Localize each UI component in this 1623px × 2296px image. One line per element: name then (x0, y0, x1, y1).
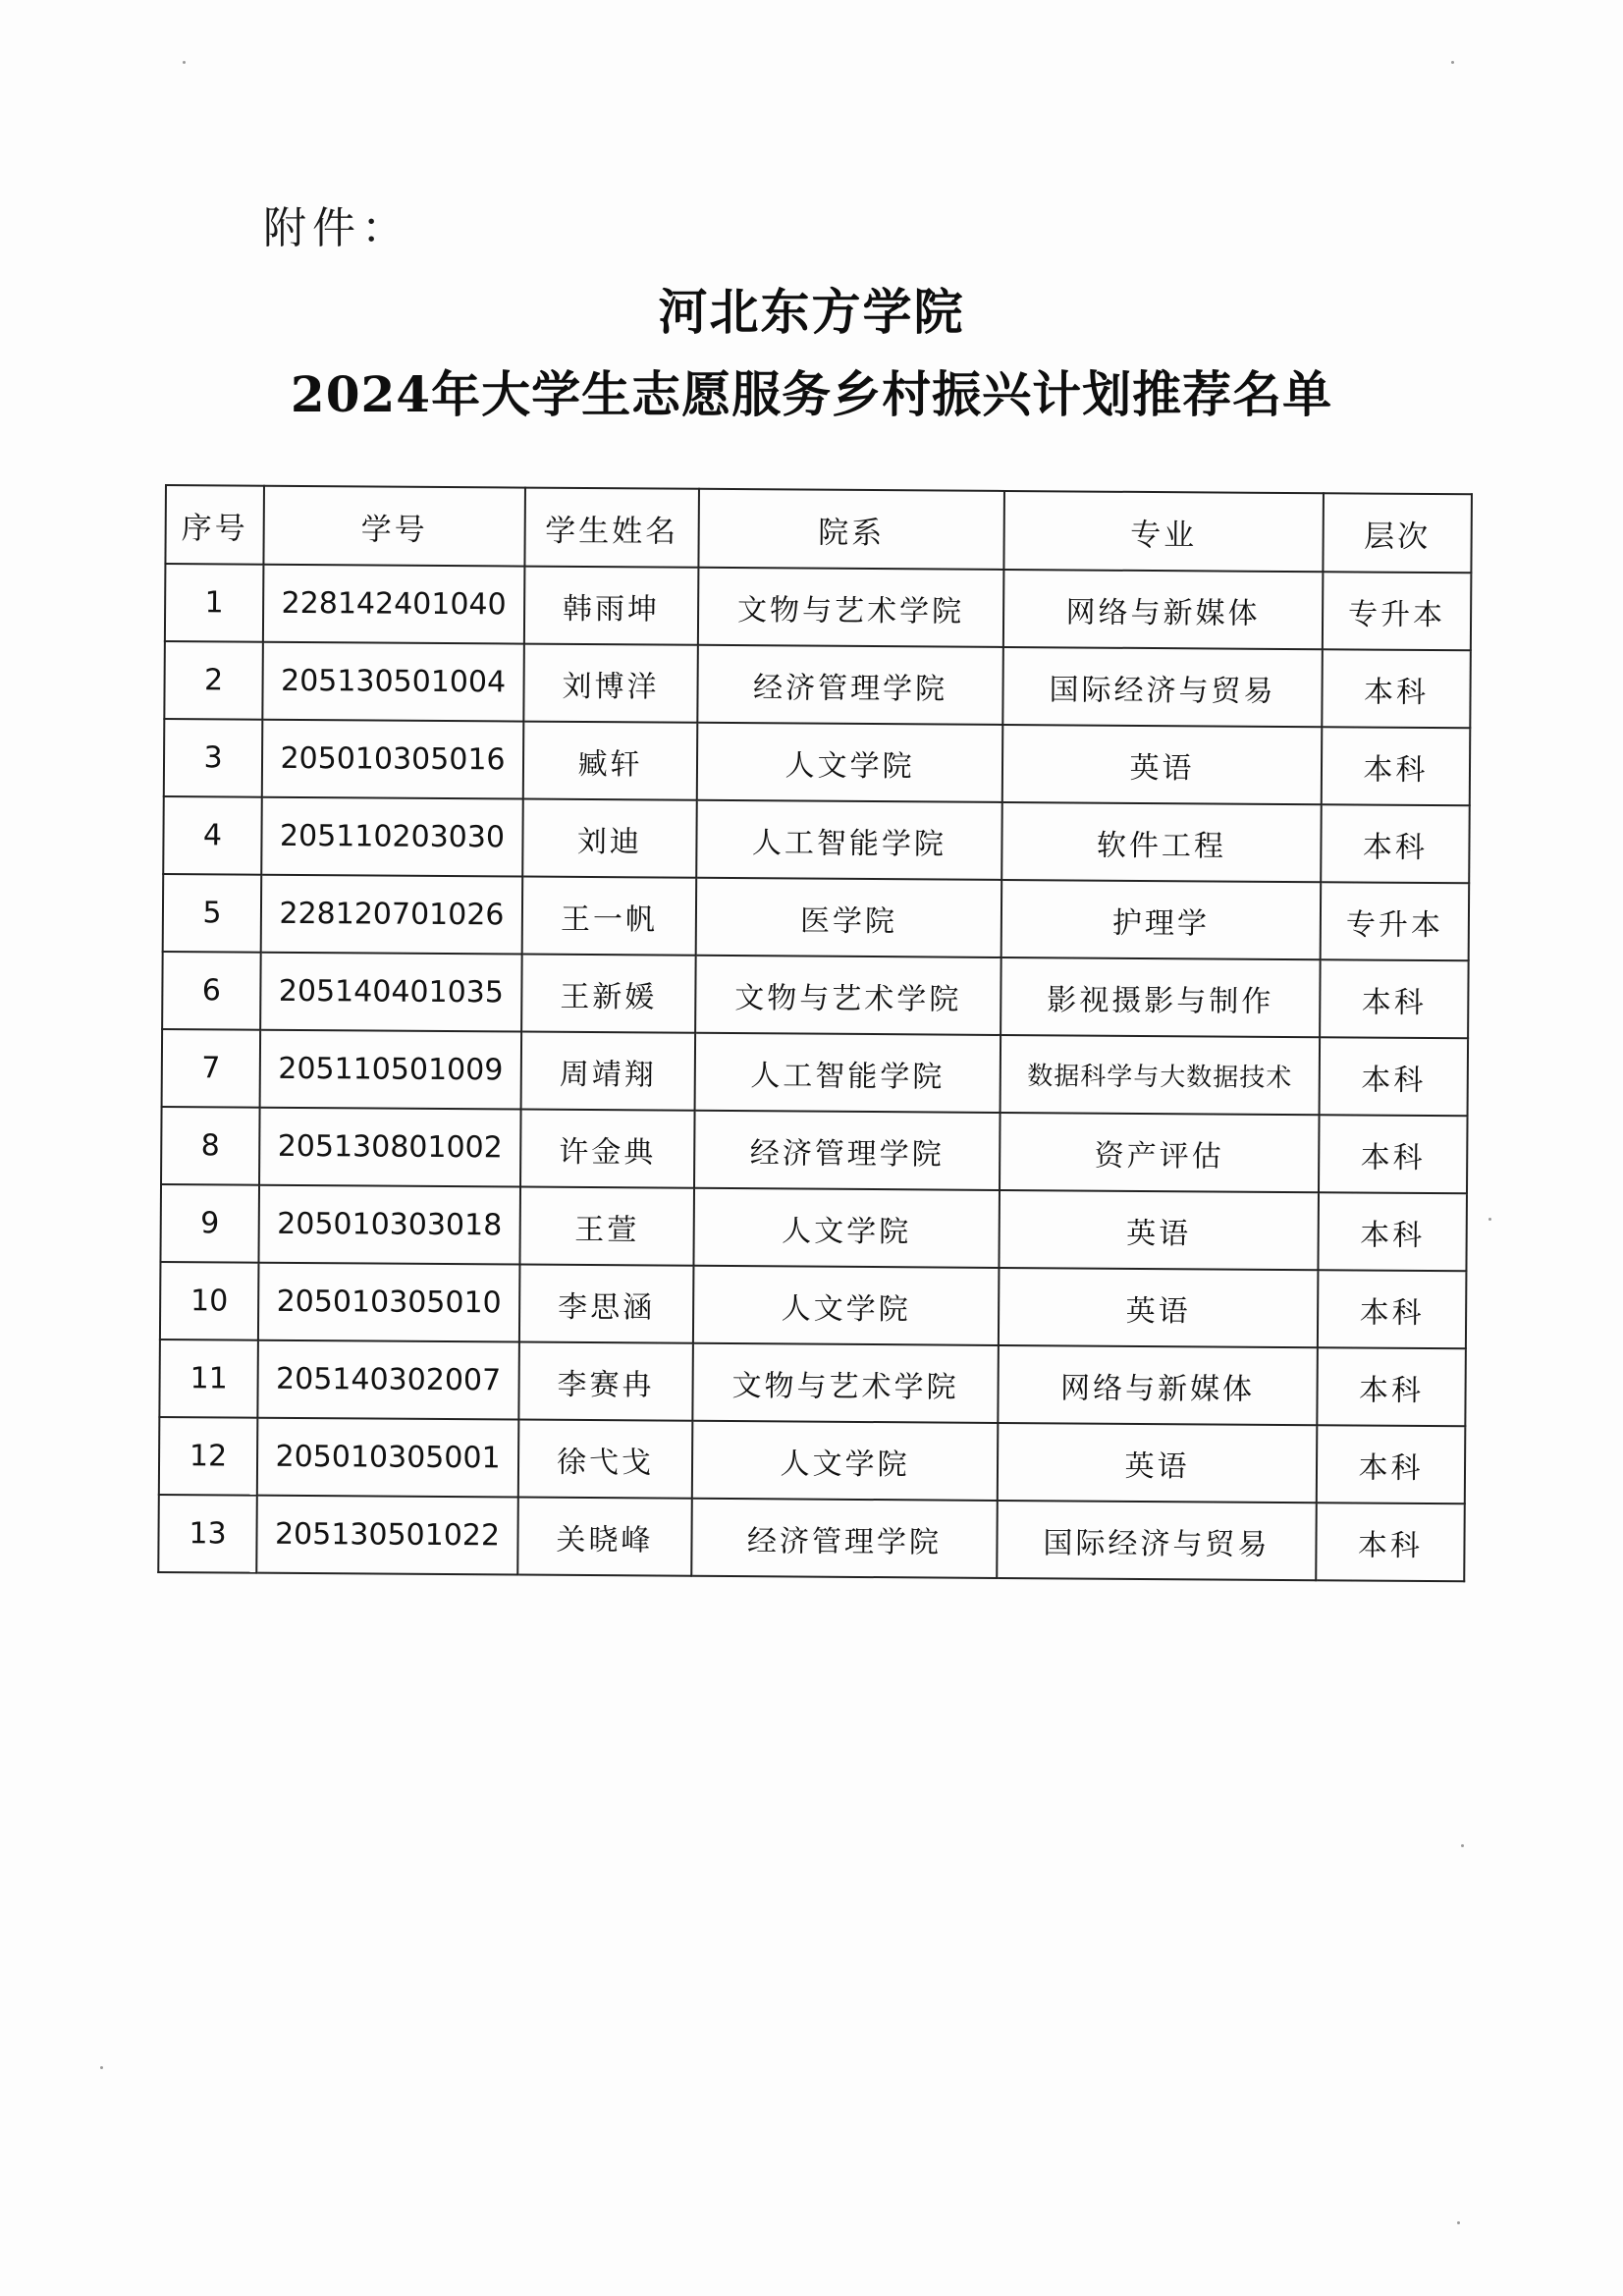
header-student-name: 学生姓名 (524, 488, 699, 568)
cell-no: 3 (164, 719, 263, 797)
cell-level: 本科 (1319, 1115, 1468, 1193)
cell-no: 1 (165, 564, 264, 642)
cell-major: 英语 (998, 1423, 1318, 1503)
table-row (160, 1262, 1467, 1348)
cell-student-id: 205010305001 (257, 1418, 519, 1498)
scan-speck (1457, 2221, 1460, 2224)
cell-student-name: 韩雨坤 (524, 567, 699, 645)
cell-student-name: 王萱 (519, 1187, 694, 1266)
cell-student-name: 刘迪 (522, 799, 697, 878)
document-subtitle: 2024年大学生志愿服务乡村振兴计划推荐名单 (290, 365, 1333, 423)
cell-no: 9 (160, 1184, 259, 1263)
header-department: 院系 (698, 489, 1004, 570)
cell-student-name: 李思涵 (519, 1265, 694, 1343)
table-row (160, 1184, 1467, 1271)
cell-major: 数据科学与大数据技术 (1001, 1035, 1321, 1115)
cell-major: 英语 (999, 1268, 1319, 1347)
cell-no: 10 (160, 1262, 259, 1340)
table-row (164, 641, 1471, 728)
cell-department: 经济管理学院 (691, 1499, 998, 1578)
cell-student-id: 228142401040 (263, 565, 525, 644)
cell-major: 资产评估 (1000, 1113, 1320, 1192)
cell-no: 12 (159, 1417, 258, 1496)
cell-major: 国际经济与贸易 (997, 1501, 1317, 1580)
header-level: 层次 (1323, 493, 1472, 573)
cell-student-id: 205140302007 (257, 1340, 519, 1420)
cell-level: 专升本 (1321, 882, 1470, 960)
cell-department: 人文学院 (693, 1188, 1000, 1268)
cell-student-id: 205010303018 (258, 1185, 520, 1265)
cell-major: 网络与新媒体 (1003, 570, 1324, 649)
cell-level: 本科 (1320, 1037, 1469, 1116)
cell-no: 11 (159, 1339, 258, 1418)
scan-speck (183, 61, 186, 64)
cell-level: 本科 (1322, 649, 1471, 728)
table-row (162, 952, 1469, 1038)
cell-student-name: 周靖翔 (521, 1032, 696, 1111)
scan-speck (100, 2066, 103, 2069)
cell-no: 8 (161, 1107, 260, 1185)
cell-level: 本科 (1316, 1503, 1465, 1581)
cell-department: 医学院 (696, 878, 1002, 957)
cell-level: 专升本 (1323, 572, 1472, 650)
cell-no: 4 (163, 796, 262, 875)
cell-level: 本科 (1318, 1270, 1467, 1348)
cell-major: 英语 (999, 1190, 1319, 1270)
table-row (158, 1495, 1465, 1581)
cell-major: 影视摄影与制作 (1001, 957, 1321, 1037)
cell-student-name: 王一帆 (522, 877, 697, 956)
table-row (162, 1029, 1469, 1116)
cell-department: 人文学院 (692, 1421, 999, 1501)
cell-student-id: 205110203030 (261, 797, 523, 877)
table-row (159, 1417, 1466, 1503)
cell-department: 人工智能学院 (695, 1033, 1001, 1113)
header-no: 序号 (165, 485, 264, 565)
cell-student-name: 刘博洋 (523, 644, 698, 723)
cell-major: 国际经济与贸易 (1002, 647, 1323, 727)
cell-department: 文物与艺术学院 (692, 1343, 999, 1423)
cell-department: 经济管理学院 (694, 1111, 1001, 1190)
cell-level: 本科 (1317, 1425, 1466, 1503)
cell-major: 英语 (1002, 725, 1323, 804)
cell-level: 本科 (1317, 1347, 1466, 1426)
cell-student-id: 205140401035 (260, 953, 522, 1032)
table-row (165, 564, 1472, 650)
cell-no: 5 (163, 874, 262, 953)
cell-student-id: 205010305016 (262, 720, 524, 799)
cell-student-id: 205130501004 (262, 642, 524, 722)
cell-no: 13 (158, 1495, 257, 1573)
table-row (159, 1339, 1466, 1426)
cell-student-name: 关晓峰 (517, 1498, 692, 1576)
table-row (164, 719, 1471, 805)
cell-student-id: 205130801002 (259, 1108, 521, 1187)
scan-speck (1461, 1844, 1464, 1847)
scan-speck (1488, 1218, 1491, 1221)
cell-student-id: 205110501009 (260, 1030, 522, 1110)
roster-table-container (157, 484, 1471, 1582)
cell-department: 文物与艺术学院 (695, 956, 1001, 1035)
cell-student-name: 徐弋戈 (518, 1420, 693, 1499)
cell-student-name: 臧轩 (523, 722, 698, 800)
cell-level: 本科 (1320, 959, 1469, 1038)
cell-student-name: 李赛冉 (518, 1342, 693, 1421)
table-row (161, 1107, 1468, 1193)
header-major: 专业 (1003, 491, 1324, 572)
cell-student-id: 228120701026 (261, 875, 523, 955)
cell-department: 人工智能学院 (696, 800, 1002, 880)
cell-department: 经济管理学院 (697, 645, 1003, 725)
cell-student-name: 王新媛 (521, 955, 696, 1033)
cell-department: 人文学院 (697, 723, 1003, 802)
scan-speck (1451, 61, 1454, 64)
cell-major: 护理学 (1001, 880, 1322, 959)
attachment-label: 附件： (263, 203, 410, 253)
roster-table (157, 484, 1473, 1582)
table-row (163, 874, 1470, 960)
cell-major: 软件工程 (1001, 802, 1322, 882)
cell-department: 文物与艺术学院 (698, 568, 1004, 647)
cell-level: 本科 (1321, 804, 1470, 883)
cell-no: 2 (164, 641, 263, 720)
cell-no: 7 (162, 1029, 261, 1108)
cell-level: 本科 (1322, 727, 1471, 805)
cell-student-id: 205130501022 (256, 1496, 518, 1575)
cell-student-name: 许金典 (520, 1110, 695, 1188)
cell-no: 6 (162, 952, 261, 1030)
table-header-row (165, 485, 1472, 573)
document-title: 河北东方学院 (658, 283, 965, 341)
cell-department: 人文学院 (693, 1266, 1000, 1345)
cell-major: 网络与新媒体 (998, 1345, 1318, 1425)
cell-level: 本科 (1318, 1192, 1467, 1271)
cell-student-id: 205010305010 (258, 1263, 520, 1342)
table-row (163, 796, 1470, 883)
header-student-id: 学号 (263, 486, 525, 567)
